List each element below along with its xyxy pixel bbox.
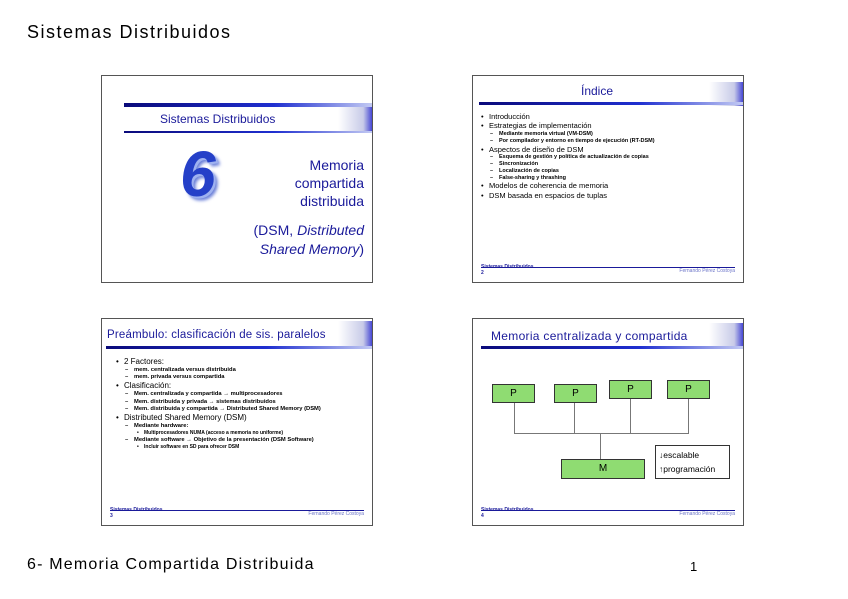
- title-line: compartida: [294, 175, 364, 191]
- slide-decoration: [338, 106, 373, 132]
- slide-header-underline: [124, 131, 373, 133]
- slide-4-title: Memoria centralizada y compartida: [491, 329, 688, 343]
- title-line: distribuida: [300, 193, 364, 209]
- bullet-item: • Distributed Shared Memory (DSM): [116, 413, 371, 423]
- bullet-item: • Modelos de coherencia de memoria: [481, 181, 741, 190]
- bullet-item: – Mem. centralizada y compartida → multiprocesadores: [116, 391, 371, 398]
- slide-2-thumbnail[interactable]: [472, 75, 744, 283]
- slide-1-subtitle: [254, 221, 364, 259]
- bullet-item: – Localización de copias: [481, 168, 741, 175]
- legend-scalable: ↓escalable: [659, 450, 700, 460]
- bullet-item: – Mediante hardware:: [116, 423, 371, 430]
- slide-header-bar: [479, 102, 744, 105]
- slide-1-header: Sistemas Distribuidos: [160, 112, 276, 126]
- slide-decoration: [709, 323, 744, 347]
- processor-box: P: [492, 384, 535, 403]
- memory-box: M: [561, 459, 645, 479]
- processor-box: P: [667, 380, 710, 399]
- bullet-item: – Sincronización: [481, 161, 741, 168]
- bus-line: [630, 399, 631, 433]
- slide-footer-left: Sistemas Distribuidos 3: [110, 507, 163, 519]
- page-title: Sistemas Distribuidos: [27, 22, 232, 42]
- slide-footer-left: Sistemas Distribuidos 4: [481, 507, 534, 519]
- chapter-number: 6: [180, 138, 216, 210]
- bullet-item: – False-sharing y thrashing: [481, 175, 741, 182]
- bullet-item: – Esquema de gestión y política de actualización de copias: [481, 154, 741, 161]
- slide-header-bar: [106, 346, 373, 349]
- bullet-item: • Introducción: [481, 112, 741, 121]
- tradeoff-legend: [655, 445, 730, 479]
- processor-box: P: [554, 384, 597, 403]
- bullet-item: • DSM basada en espacios de tuplas: [481, 191, 741, 200]
- subtitle-text: (DSM,: [253, 222, 298, 238]
- subtitle-italic: Distributed: [297, 222, 364, 238]
- slide-footer-left: Sistemas Distribuidos 2: [481, 264, 534, 276]
- bullet-item: • Incluir software en SD para ofrecer DSM: [116, 444, 371, 450]
- bus-line: [514, 403, 515, 433]
- title-line: Memoria: [309, 157, 364, 173]
- slide-decoration: [338, 321, 373, 347]
- bullet-item: • 2 Factores:: [116, 357, 371, 367]
- legend-programming: ↑programación: [659, 464, 716, 474]
- bullet-item: – Mem. distribuida y compartida → Distributed Shared Memory (DSM): [116, 406, 371, 413]
- bus-line: [514, 433, 689, 434]
- bullet-item: • Clasificación:: [116, 381, 371, 391]
- page-footer-title: 6- Memoria Compartida Distribuida: [27, 556, 315, 573]
- bullet-item: – Por compilador y entorno en tiempo de ejecución (RT-DSM): [481, 138, 741, 145]
- bullet-item: • Estrategias de implementación: [481, 121, 741, 130]
- bus-line: [600, 433, 601, 459]
- slide-3-bullet-list: [116, 357, 371, 450]
- bullet-item: • Aspectos de diseño de DSM: [481, 145, 741, 154]
- processor-box: P: [609, 380, 652, 399]
- slide-1-title: [295, 156, 364, 210]
- slide-2-title: Índice: [581, 84, 614, 98]
- bullet-item: – Mem. distribuida y privada → sistemas distribuidos: [116, 399, 371, 406]
- subtitle-italic: Shared Memory: [259, 241, 360, 257]
- bus-line: [688, 399, 689, 433]
- page-number: 1: [690, 559, 698, 574]
- slide-footer-right: Fernando Pérez Costoya: [308, 511, 364, 517]
- slide-header-bar: [124, 103, 373, 107]
- subtitle-text: ): [359, 241, 364, 257]
- slide-4-thumbnail[interactable]: [472, 318, 744, 526]
- slide-header-bar: [481, 346, 744, 349]
- slide-footer-right: Fernando Pérez Costoya: [679, 268, 735, 274]
- slide-3-thumbnail[interactable]: [101, 318, 373, 526]
- bullet-item: • Multiprocesadores NUMA (acceso a memoria no uniforme): [116, 430, 371, 436]
- slide-1-thumbnail[interactable]: [101, 75, 373, 283]
- bullet-item: – Mediante software → Objetivo de la presentación (DSM Software): [116, 437, 371, 444]
- bus-line: [574, 403, 575, 433]
- slide-3-title: Preámbulo: clasificación de sis. paralelos: [107, 329, 326, 341]
- slide-footer-right: Fernando Pérez Costoya: [679, 511, 735, 517]
- bullet-item: – mem. centralizada versus distribuida: [116, 367, 371, 374]
- bullet-item: – mem. privada versus compartida: [116, 374, 371, 381]
- slide-2-bullet-list: [481, 112, 741, 200]
- bullet-item: – Mediante memoria virtual (VM-DSM): [481, 131, 741, 138]
